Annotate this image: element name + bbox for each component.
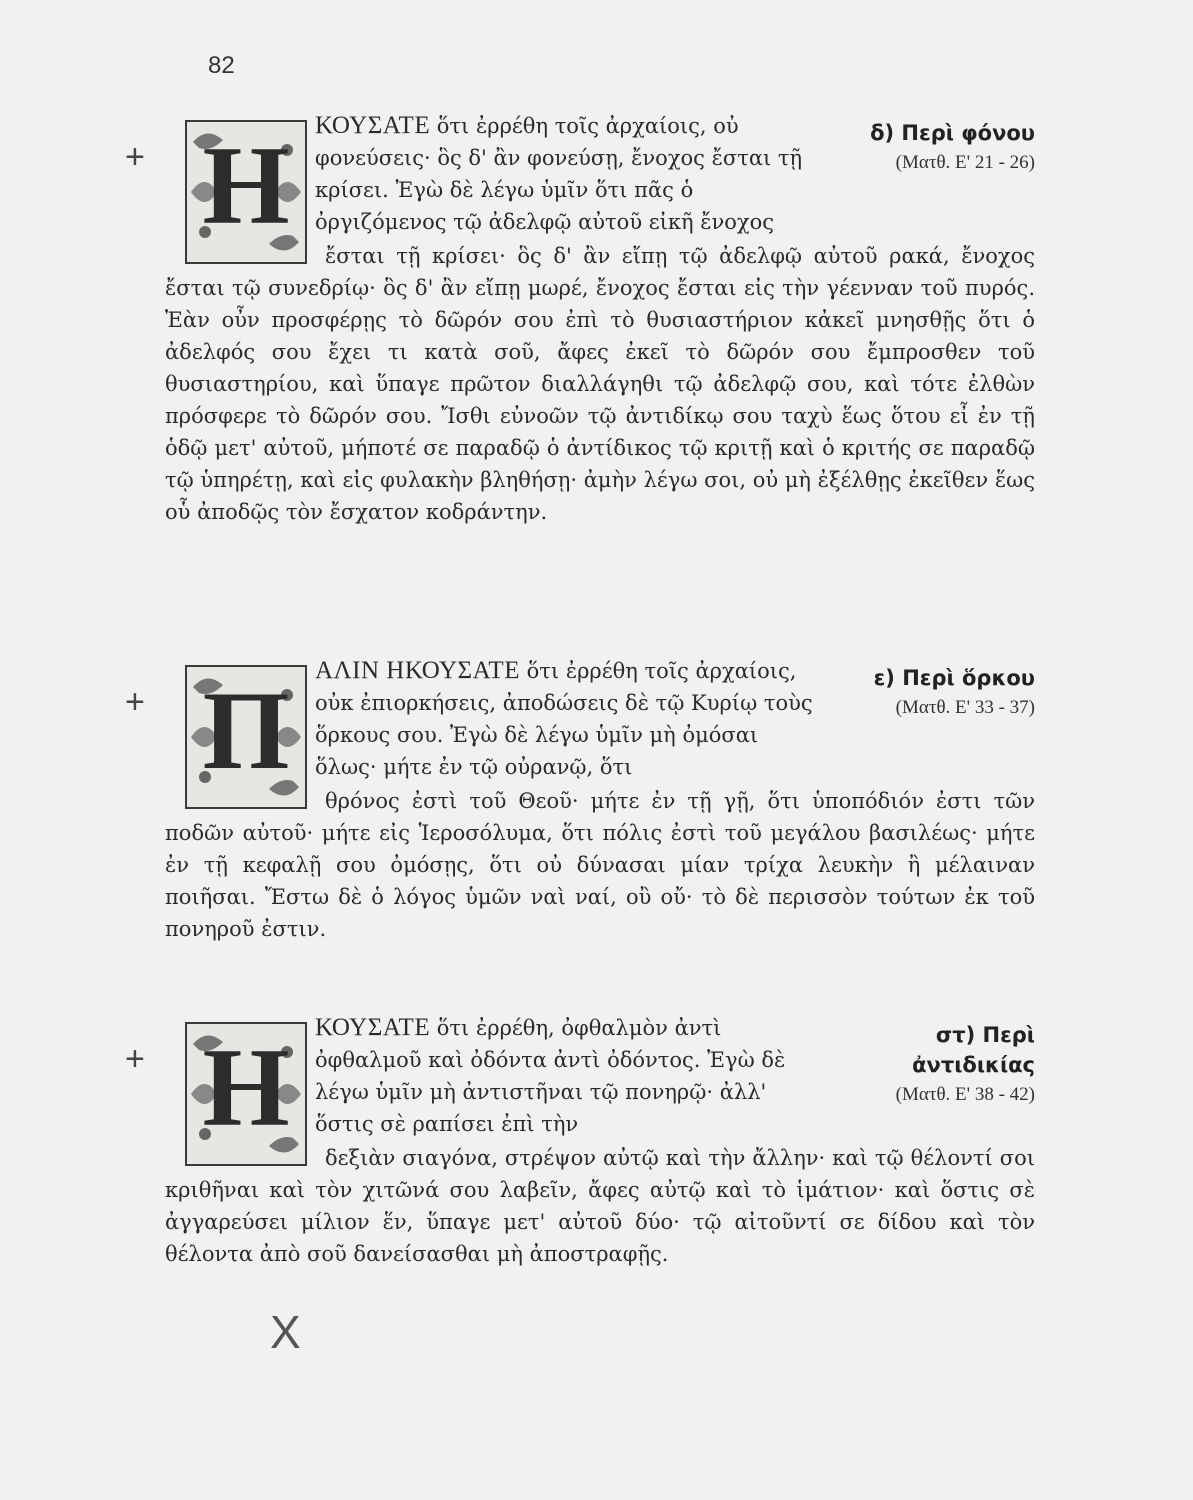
intro-paragraph [315,110,1035,238]
opening-capitals: ΑΛΙΝ ΗΚΟΥΣΑΤΕ [315,657,520,684]
section-peri-orkou [125,655,1035,945]
dropcap-initial [185,120,307,264]
intro-paragraph [315,1012,1035,1140]
side-heading-box [825,118,1035,178]
margin-mark: + [125,138,145,176]
section-heading: ε) Περὶ ὅρκου [873,666,1035,690]
intro-text: ὅτι ἐρρέθη τοῖς ἀρχαίοις, οὐ φονεύσεις· ὃς δ' ἂν φονεύσῃ, ἔνοχος ἔσται τῇ κρίσει. Ἐγὼ δὲ λέγω ὑμῖν ὅτι πᾶς ὁ ὀργιζόμενος τῷ ἀδελφῷ αὐτοῦ εἰκῆ ἔνοχος [315,114,803,234]
margin-mark: + [125,683,145,721]
section-heading: δ) Περὶ φόνου [870,121,1035,145]
side-heading-box [825,1020,1035,1110]
scripture-reference: (Ματθ. Ε' 33 - 37) [895,697,1035,718]
opening-capitals: ΚΟΥΣΑΤΕ [315,112,431,139]
body-paragraph: δεξιὰν σιαγόνα, στρέψον αὐτῷ καὶ τὴν ἄλλην· καὶ τῷ θέλοντί σοι κριθῆναι καὶ τὸν χιτῶνά σου λαβεῖν, ἄφες αὐτῷ καὶ τὸ ἱμάτιον· καὶ ὅστις σὲ ἀγγαρεύσει μίλιον ἕν, ὕπαγε μετ' αὐτοῦ δύο· τῷ αἰτοῦντί σε δίδου καὶ τὸν θέλοντα ἀπὸ σοῦ δανείσασθαι μὴ ἀποστραφῇς. [165,1146,1035,1266]
dropcap-letter: Π [202,669,290,793]
intro-paragraph [315,655,1035,783]
section-peri-antidikias [125,1012,1035,1270]
page-number: 82 [208,52,235,79]
dropcap-letter: Η [202,124,290,248]
section-heading: στ) Περὶ ἀντιδικίας [912,1023,1035,1077]
scripture-reference: (Ματθ. Ε' 38 - 42) [895,1084,1035,1105]
body-paragraph: θρόνος ἐστὶ τοῦ Θεοῦ· μήτε ἐν τῇ γῇ, ὅτι ὑποπόδιόν ἐστι τῶν ποδῶν αὐτοῦ· μήτε εἰς Ἱεροσόλυμα, ὅτι πόλις ἐστὶ τοῦ μεγάλου βασιλέως· μήτε ἐν τῇ κεφαλῇ σου ὀμόσῃς, ὅτι οὐ δύνασαι μίαν τρίχα λευκὴν ἢ μέλαιναν ποιῆσαι. Ἔστω δὲ ὁ λόγος ὑμῶν ναὶ ναί, οὒ οὔ· τὸ δὲ περισσὸν τούτων ἐκ τοῦ πονηροῦ ἐστιν. [165,789,1035,941]
margin-mark: + [125,1040,145,1078]
end-mark: X [270,1306,301,1358]
section-peri-fonou [125,110,1035,528]
intro-text: ὅτι ἐρρέθη, ὀφθαλμὸν ἀντὶ ὀφθαλμοῦ καὶ ὀδόντα ἀντὶ ὀδόντος. Ἐγὼ δὲ λέγω ὑμῖν μὴ ἀντιστῆναι τῷ πονηρῷ· ἀλλ' ὅστις σὲ ραπίσει ἐπὶ τὴν [315,1016,786,1136]
dropcap-letter: Η [202,1026,290,1150]
body-paragraph: ἔσται τῇ κρίσει· ὃς δ' ἂν εἴπῃ τῷ ἀδελφῷ αὐτοῦ ρακά, ἔνοχος ἔσται τῷ συνεδρίῳ· ὃς δ' ἂν εἴπῃ μωρέ, ἔνοχος ἔσται εἰς τὴν γέενναν τοῦ πυρός. Ἐὰν οὖν προσφέρῃς τὸ δῶρόν σου ἐπὶ τὸ θυσιαστήριον κἀκεῖ μνησθῇς ὅτι ὁ ἀδελφός σου ἔχει τι κατὰ σοῦ, ἄφες ἐκεῖ τὸ δῶρόν σου ἔμπροσθεν τοῦ θυσιαστηρίου, καὶ ὕπαγε πρῶτον διαλλάγηθι τῷ ἀδελφῷ σου, καὶ τότε ἐλθὼν πρόσφερε τὸ δῶρόν σου. Ἴσθι εὐνοῶν τῷ ἀντιδίκῳ σου ταχὺ ἕως ὅτου εἶ ἐν τῇ ὁδῷ μετ' αὐτοῦ, μήποτέ σε παραδῷ ὁ ἀντίδικος τῷ κριτῇ καὶ ὁ κριτής σε παραδῷ τῷ ὑπηρέτῃ, καὶ εἰς φυλακὴν βληθήσῃ· ἀμὴν λέγω σοι, οὐ μὴ ἐξέλθῃς ἐκεῖθεν ἕως οὗ ἀποδῷς τὸν ἔσχατον κοδράντην. [165,244,1035,524]
scripture-reference: (Ματθ. Ε' 21 - 26) [895,152,1035,173]
dropcap-initial [185,665,307,809]
opening-capitals: ΚΟΥΣΑΤΕ [315,1014,431,1041]
dropcap-initial [185,1022,307,1166]
intro-text: ὅτι ἐρρέθη τοῖς ἀρχαίοις, οὐκ ἐπιορκήσεις, ἀποδώσεις δὲ τῷ Κυρίῳ τοὺς ὅρκους σου. Ἐγὼ δὲ λέγω ὑμῖν μὴ ὀμόσαι ὅλως· μήτε ἐν τῷ οὐρανῷ, ὅτι [315,659,813,779]
side-heading-box [825,663,1035,723]
